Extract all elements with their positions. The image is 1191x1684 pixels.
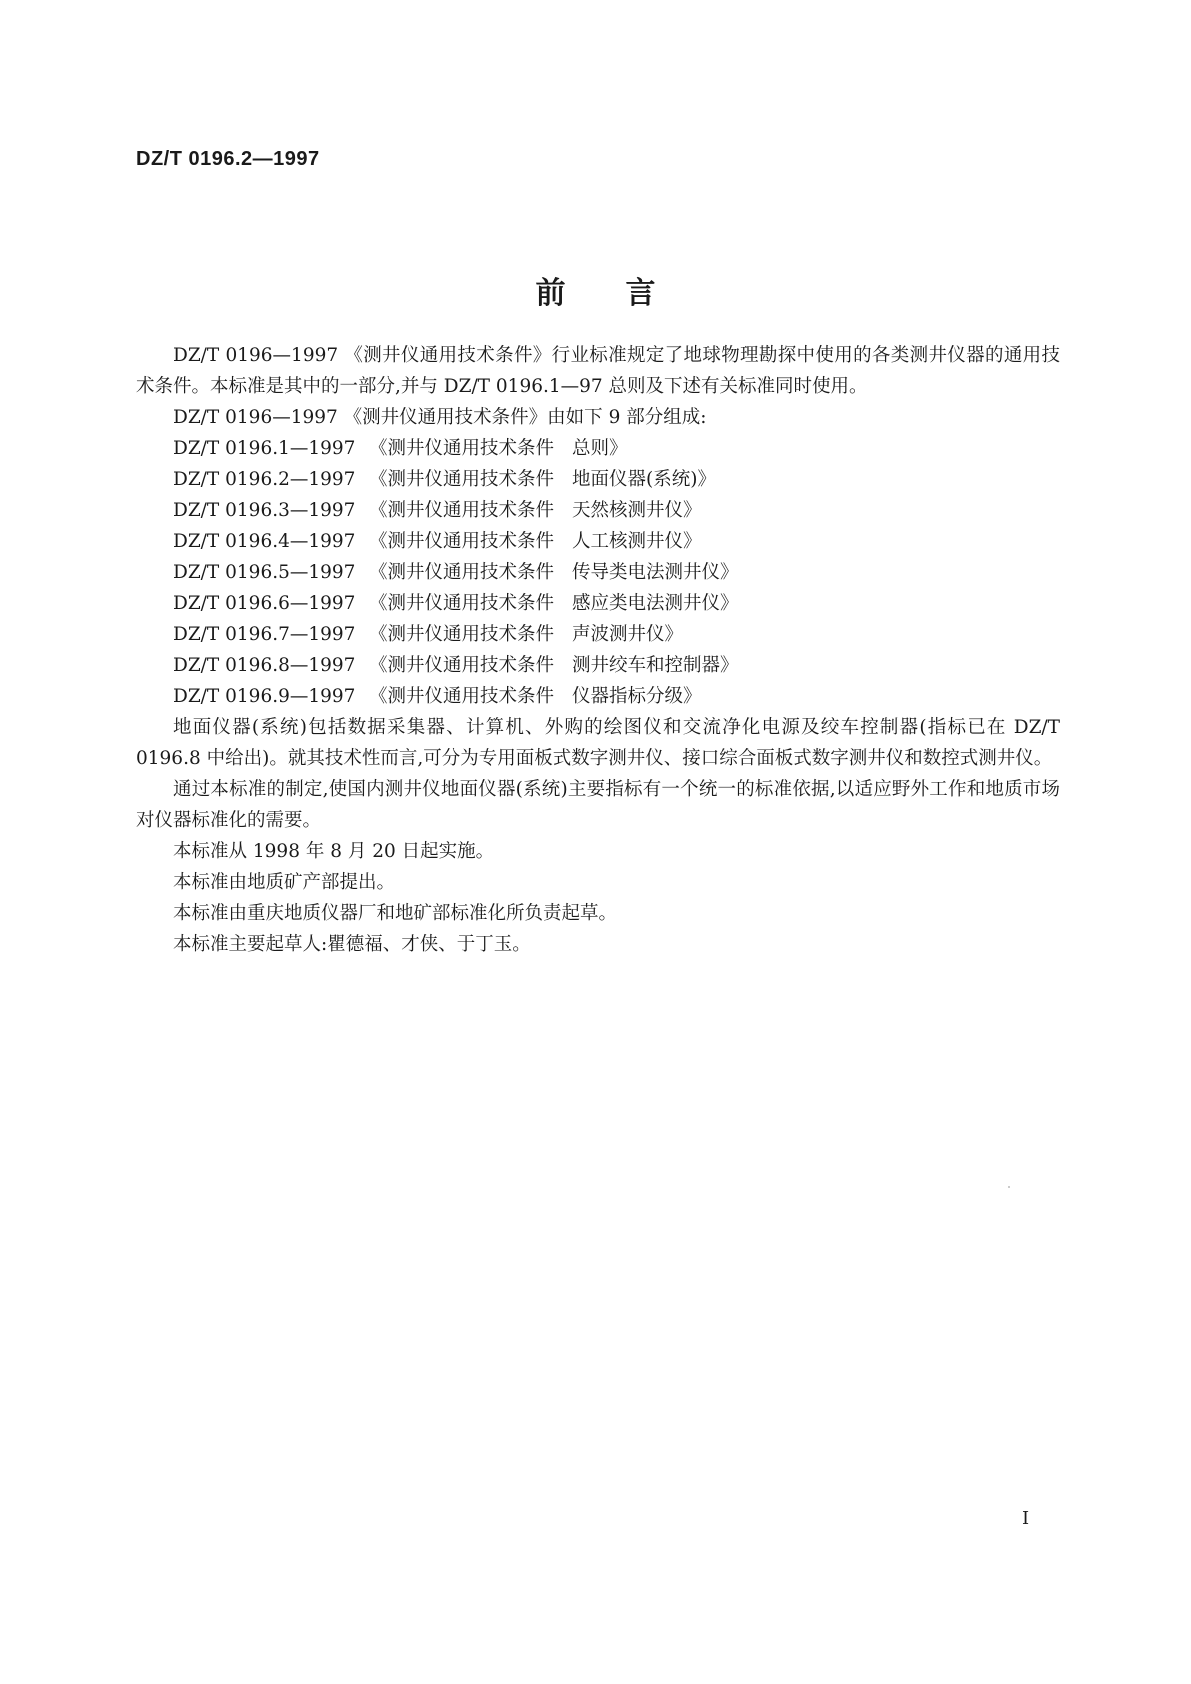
part-code: DZ/T 0196.3—1997 xyxy=(173,500,356,521)
part-subtitle: 传导类电法测井仪》 xyxy=(572,562,739,583)
part-subtitle: 测井绞车和控制器》 xyxy=(572,655,739,676)
part-subtitle: 仪器指标分级》 xyxy=(572,686,702,707)
list-item xyxy=(136,619,1060,650)
part-subtitle: 天然核测井仪》 xyxy=(572,500,702,521)
part-code: DZ/T 0196.6—1997 xyxy=(173,593,356,614)
document-body xyxy=(136,340,1060,960)
part-title: 《测井仪通用技术条件 xyxy=(369,655,555,676)
paragraph-ground-instruments: 地面仪器(系统)包括数据采集器、计算机、外购的绘图仪和交流净化电源及绞车控制器(指标已在 DZ/T 0196.8 中给出)。就其技术性而言,可分为专用面板式数字测井仪、接口综合面板式数字测井仪和数控式测井仪。 xyxy=(136,717,1060,769)
list-item xyxy=(136,588,1060,619)
paragraph-drafting-units: 本标准由重庆地质仪器厂和地矿部标准化所负责起草。 xyxy=(173,903,618,924)
list-item xyxy=(136,495,1060,526)
part-code: DZ/T 0196.1—1997 xyxy=(173,438,356,459)
paragraph-effective-date: 本标准从 1998 年 8 月 20 日起实施。 xyxy=(173,841,495,862)
part-title: 《测井仪通用技术条件 xyxy=(369,686,555,707)
paragraph-parts-intro: DZ/T 0196—1997 《测井仪通用技术条件》由如下 9 部分组成: xyxy=(173,407,707,428)
page-number: I xyxy=(1022,1508,1030,1529)
part-subtitle: 地面仪器(系统)》 xyxy=(572,469,716,490)
paragraph-intro: DZ/T 0196—1997 《测井仪通用技术条件》行业标准规定了地球物理勘探中使用的各类测井仪器的通用技术条件。本标准是其中的一部分,并与 DZ/T 0196.1—97 总则及下述有关标准同时使用。 xyxy=(136,345,1060,397)
part-title: 《测井仪通用技术条件 xyxy=(369,500,555,521)
part-code: DZ/T 0196.5—1997 xyxy=(173,562,356,583)
list-item xyxy=(136,464,1060,495)
part-title: 《测井仪通用技术条件 xyxy=(369,624,555,645)
paragraph-proposer: 本标准由地质矿产部提出。 xyxy=(173,872,396,893)
part-subtitle: 感应类电法测井仪》 xyxy=(572,593,739,614)
part-code: DZ/T 0196.4—1997 xyxy=(173,531,356,552)
part-code: DZ/T 0196.7—1997 xyxy=(173,624,356,645)
part-code: DZ/T 0196.9—1997 xyxy=(173,686,356,707)
part-code: DZ/T 0196.2—1997 xyxy=(173,469,356,490)
document-id: DZ/T 0196.2—1997 xyxy=(136,148,320,170)
paragraph-drafters: 本标准主要起草人:瞿德福、才侠、于丁玉。 xyxy=(173,934,531,955)
part-title: 《测井仪通用技术条件 xyxy=(369,438,555,459)
part-title: 《测井仪通用技术条件 xyxy=(369,593,555,614)
parts-list xyxy=(136,433,1060,712)
part-title: 《测井仪通用技术条件 xyxy=(369,469,555,490)
part-subtitle: 总则》 xyxy=(572,438,628,459)
list-item xyxy=(136,433,1060,464)
part-subtitle: 声波测井仪》 xyxy=(572,624,684,645)
part-title: 《测井仪通用技术条件 xyxy=(369,531,555,552)
paragraph-purpose: 通过本标准的制定,使国内测井仪地面仪器(系统)主要指标有一个统一的标准依据,以适应野外工作和地质市场对仪器标准化的需要。 xyxy=(136,779,1060,831)
list-item xyxy=(136,650,1060,681)
list-item xyxy=(136,557,1060,588)
part-subtitle: 人工核测井仪》 xyxy=(572,531,702,552)
page-title: 前言 xyxy=(535,276,716,311)
part-title: 《测井仪通用技术条件 xyxy=(369,562,555,583)
list-item xyxy=(136,681,1060,712)
list-item xyxy=(136,526,1060,557)
part-code: DZ/T 0196.8—1997 xyxy=(173,655,356,676)
scan-speck xyxy=(1008,1186,1010,1188)
